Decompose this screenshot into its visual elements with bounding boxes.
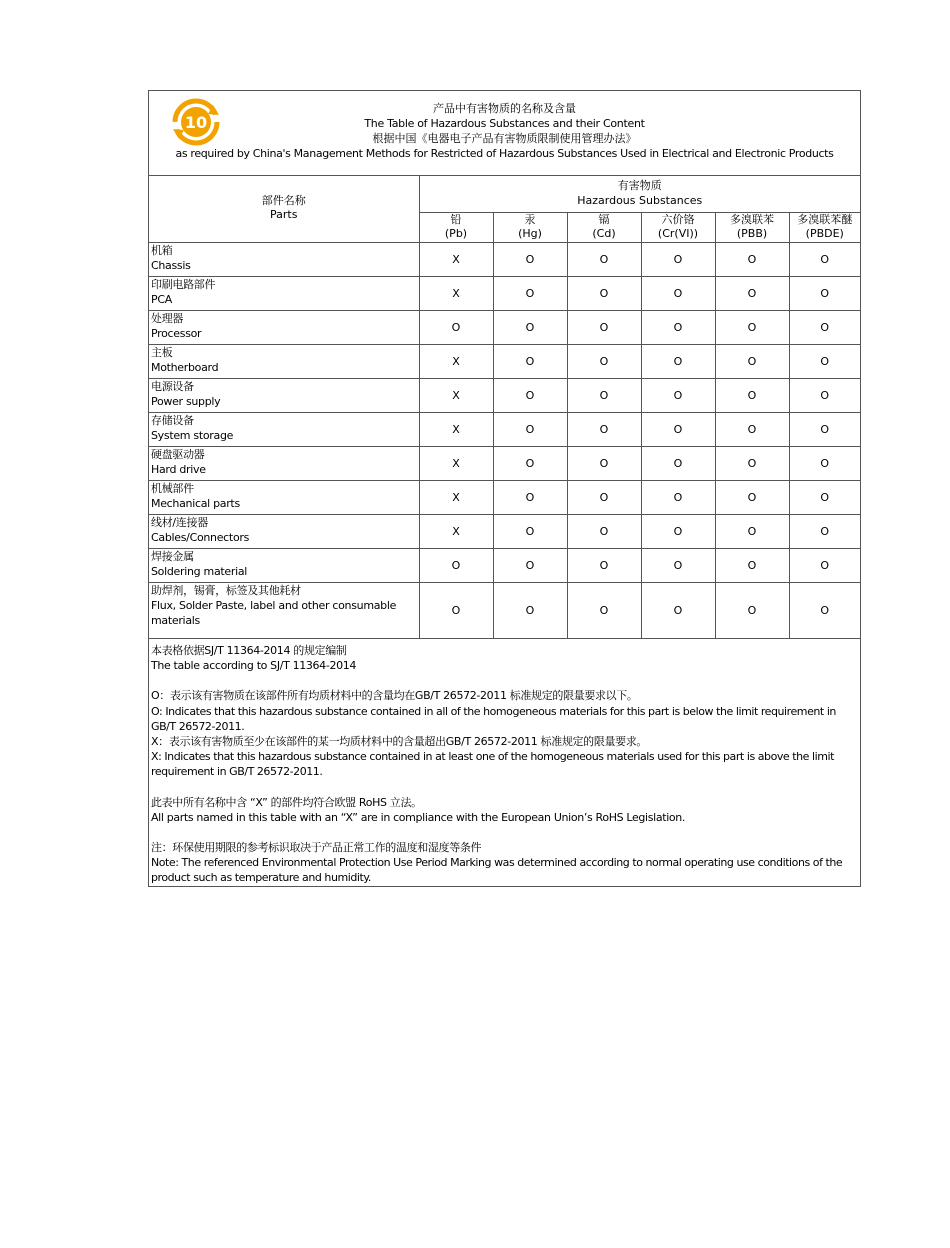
table-row: [149, 242, 860, 276]
part-name-en: Chassis: [151, 258, 191, 272]
substance-mark: O: [641, 548, 715, 582]
substance-mark: O: [493, 242, 567, 276]
substance-header: 六价铬 (Cr(VI)): [641, 212, 715, 242]
substance-mark: O: [493, 344, 567, 378]
substance-mark: O: [715, 480, 789, 514]
part-name-cn: 电源设备: [151, 379, 194, 393]
substance-mark: O: [419, 548, 493, 582]
substance-mark: O: [567, 378, 641, 412]
part-name-cell: [149, 480, 419, 514]
substance-mark: O: [567, 446, 641, 480]
substance-mark: O: [789, 242, 860, 276]
substance-mark: O: [641, 480, 715, 514]
substance-mark: O: [567, 276, 641, 310]
substance-header: 汞 (Hg): [493, 212, 567, 242]
substance-mark: O: [567, 310, 641, 344]
table-row: [149, 548, 860, 582]
x-legend-cn: X：表示该有害物质至少在该部件的某一均质材料中的含量超出GB/T 26572-2011 标准规定的限量要求。: [151, 735, 648, 749]
part-name-en: Power supply: [151, 394, 221, 408]
part-name-cn: 助焊剂，锡膏，标签及其他耗材: [151, 583, 301, 597]
part-name-cn: 硬盘驱动器: [151, 447, 205, 461]
substance-mark: O: [789, 514, 860, 548]
substance-mark: X: [419, 446, 493, 480]
standard-note-cn: 本表格依据SJ/T 11364-2014 的规定编制: [151, 644, 347, 657]
substance-mark: O: [493, 446, 567, 480]
notes-section: [151, 643, 860, 886]
substance-mark: O: [493, 378, 567, 412]
part-name-cn: 焊接金属: [151, 549, 194, 563]
substance-mark: X: [419, 514, 493, 548]
table-row: [149, 514, 860, 548]
hazardous-substances-document: [148, 90, 861, 887]
part-name-cn: 线材/连接器: [151, 515, 208, 529]
table-row: [149, 276, 860, 310]
rohs-note-cn: 此表中所有名称中含 “X” 的部件均符合欧盟 RoHS 立法。: [151, 795, 422, 809]
table-row: [149, 378, 860, 412]
substance-header: 铅 (Pb): [419, 212, 493, 242]
substance-mark: O: [641, 412, 715, 446]
part-name-en: System storage: [151, 428, 234, 442]
substance-mark: X: [419, 276, 493, 310]
substance-mark: O: [715, 344, 789, 378]
table-row: [149, 446, 860, 480]
substance-header: 多溴联苯 (PBB): [715, 212, 789, 242]
substance-mark: O: [641, 582, 715, 638]
substance-mark: O: [715, 242, 789, 276]
part-name-cell: [149, 310, 419, 344]
substance-mark: X: [419, 344, 493, 378]
epup-note-cn: 注：环保使用期限的参考标识取决于产品正常工作的温度和湿度等条件: [151, 841, 482, 855]
part-name-cn: 机械部件: [151, 481, 194, 495]
document-header: [149, 91, 860, 176]
title-cn: 产品中有害物质的名称及含量: [433, 102, 576, 115]
part-name-en: Cables/Connectors: [151, 530, 250, 544]
substance-mark: O: [567, 412, 641, 446]
substance-mark: O: [493, 412, 567, 446]
substance-mark: O: [789, 480, 860, 514]
table-row: [149, 582, 860, 638]
substance-mark: O: [567, 548, 641, 582]
substance-mark: O: [641, 242, 715, 276]
part-name-cell: [149, 378, 419, 412]
o-legend-en: O: Indicates that this hazardous substance contained in all of the homogeneous materials for this part is below the limit requirement in GB/T 26572-2011.: [151, 704, 836, 733]
substance-mark: O: [641, 276, 715, 310]
substance-mark: O: [715, 514, 789, 548]
substance-mark: O: [641, 446, 715, 480]
substance-mark: O: [715, 378, 789, 412]
substance-mark: O: [715, 310, 789, 344]
table-row: [149, 480, 860, 514]
part-name-cell: [149, 242, 419, 276]
part-name-en: Hard drive: [151, 462, 206, 476]
substance-mark: O: [567, 480, 641, 514]
part-name-en: Mechanical parts: [151, 496, 240, 510]
substance-header: 多溴联苯醚 (PBDE): [789, 212, 860, 242]
basis-en: as required by China's Management Methods for Restricted of Hazardous Substances Used in Electrical and Electronic Products: [175, 147, 834, 160]
substance-mark: O: [715, 548, 789, 582]
part-name-cell: [149, 548, 419, 582]
part-name-en: Flux, Solder Paste, label and other consumable materials: [151, 598, 397, 627]
title-en: The Table of Hazardous Substances and their Content: [364, 117, 645, 130]
substance-mark: O: [493, 480, 567, 514]
x-legend-en: X: Indicates that this hazardous substance contained in at least one of the homogeneous materials used for this part is above the limit requirement in GB/T 26572-2011.: [151, 750, 834, 779]
part-name-cell: [149, 412, 419, 446]
part-name-cell: [149, 514, 419, 548]
part-name-cn: 机箱: [151, 243, 173, 257]
part-name-cell: [149, 276, 419, 310]
substance-mark: O: [789, 378, 860, 412]
substance-mark: O: [641, 310, 715, 344]
table-row: [149, 412, 860, 446]
part-name-en: PCA: [151, 292, 172, 306]
substance-mark: O: [493, 310, 567, 344]
substance-mark: X: [419, 242, 493, 276]
substances-header: 有害物质 Hazardous Substances: [419, 175, 860, 212]
substance-mark: O: [493, 514, 567, 548]
substance-mark: O: [789, 310, 860, 344]
svg-text:10: 10: [184, 113, 208, 132]
part-name-en: Soldering material: [151, 564, 248, 578]
substance-mark: O: [641, 344, 715, 378]
substance-mark: O: [567, 242, 641, 276]
substance-mark: O: [789, 344, 860, 378]
part-name-en: Motherboard: [151, 360, 219, 374]
substance-mark: O: [715, 582, 789, 638]
substance-mark: O: [715, 276, 789, 310]
substance-mark: O: [567, 582, 641, 638]
part-name-cell: [149, 344, 419, 378]
substance-mark: O: [789, 412, 860, 446]
o-legend-cn: O：表示该有害物质在该部件所有均质材料中的含量均在GB/T 26572-2011 标准规定的限量要求以下。: [151, 689, 638, 703]
substance-header: 镉 (Cd): [567, 212, 641, 242]
substance-mark: O: [789, 548, 860, 582]
substance-mark: O: [493, 276, 567, 310]
substance-mark: O: [789, 582, 860, 638]
part-name-cell: [149, 446, 419, 480]
part-name-cn: 处理器: [151, 311, 184, 325]
hazardous-substances-table: [149, 175, 860, 639]
substance-mark: O: [641, 514, 715, 548]
part-name-cn: 存储设备: [151, 413, 194, 427]
substance-mark: O: [789, 276, 860, 310]
substance-mark: O: [493, 582, 567, 638]
substance-mark: O: [493, 548, 567, 582]
substance-mark: O: [567, 514, 641, 548]
table-row: [149, 344, 860, 378]
substance-mark: O: [419, 582, 493, 638]
substance-mark: O: [789, 446, 860, 480]
substance-mark: O: [641, 378, 715, 412]
part-name-cn: 主板: [151, 345, 173, 359]
substance-mark: X: [419, 480, 493, 514]
substance-mark: O: [419, 310, 493, 344]
substance-mark: O: [567, 344, 641, 378]
substance-mark: X: [419, 378, 493, 412]
parts-header: 部件名称 Parts: [149, 175, 419, 242]
part-name-en: Processor: [151, 326, 202, 340]
basis-cn: 根据中国《电器电子产品有害物质限制使用管理办法》: [372, 132, 637, 145]
epup-note-en: Note: The referenced Environmental Protection Use Period Marking was determined according to normal operating use conditions of the product such as temperature and humidity.: [151, 856, 843, 885]
part-name-cn: 印刷电路部件: [151, 277, 216, 291]
substance-mark: O: [715, 412, 789, 446]
substance-mark: X: [419, 412, 493, 446]
rohs-note-en: All parts named in this table with an “X” are in compliance with the European Union’s RoHS Legislation.: [151, 810, 686, 824]
standard-note-en: The table according to SJ/T 11364-2014: [151, 659, 357, 673]
part-name-cell: [149, 582, 419, 638]
table-row: [149, 310, 860, 344]
substance-mark: O: [715, 446, 789, 480]
